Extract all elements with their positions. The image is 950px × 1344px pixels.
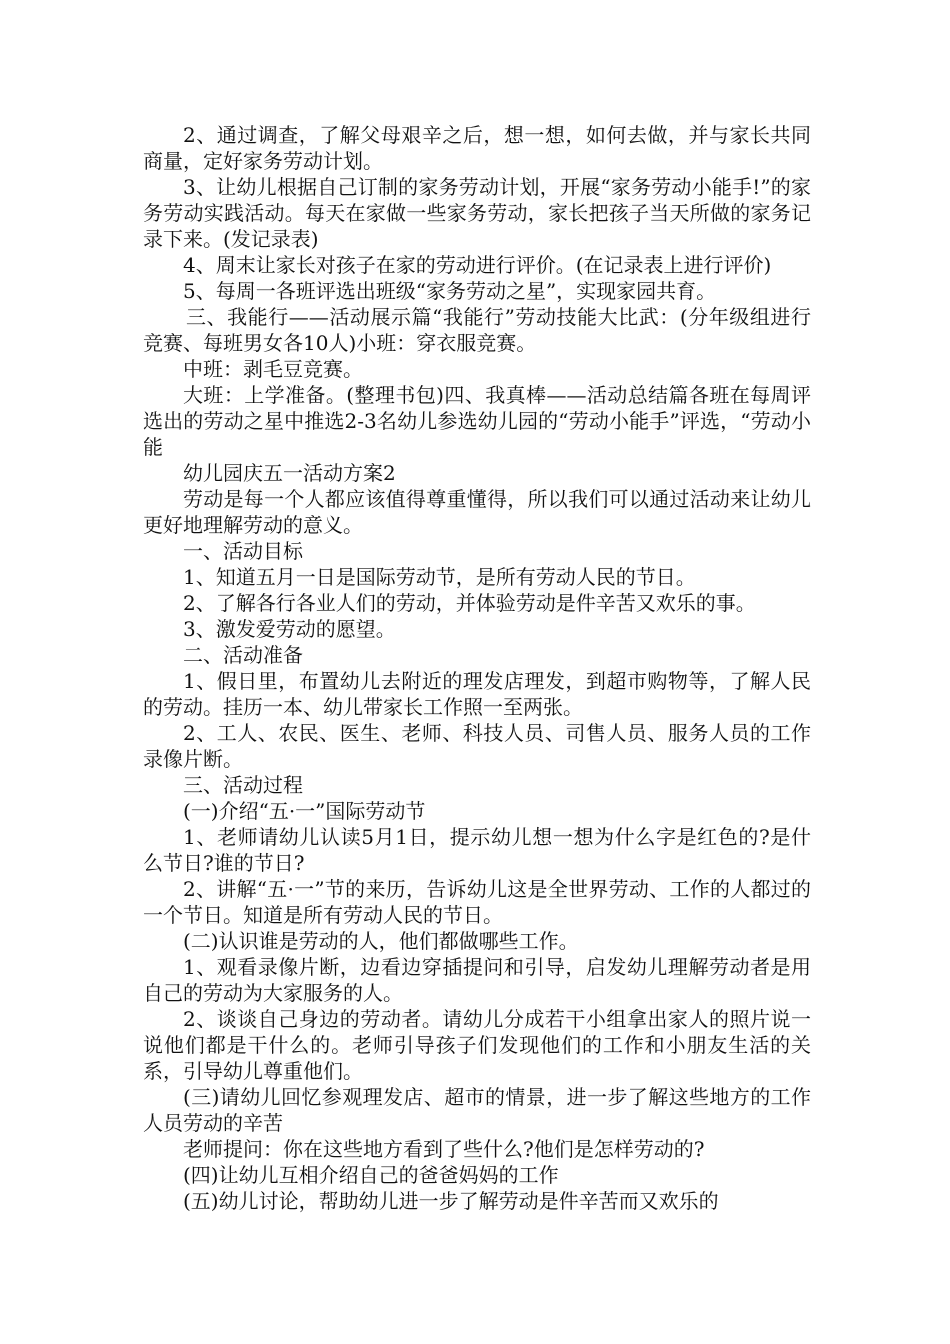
- paragraph: 5、每周一各班评选出班级“家务劳动之星”，实现家园共育。: [183, 279, 717, 303]
- paragraph: 中班：剥毛豆竞赛。: [183, 357, 363, 381]
- paragraph: 1、知道五月一日是国际劳动节，是所有劳动人民的节日。: [183, 565, 696, 589]
- document-body: [143, 122, 811, 1214]
- paragraph: 1、老师请幼儿认读5月1日，提示幼儿想一想为什么字是红色的?是什么节日?谁的节日?: [143, 825, 811, 875]
- subsection-heading: (一)介绍“五·一”国际劳动节: [183, 799, 426, 823]
- paragraph: 2、通过调查，了解父母艰辛之后，想一想，如何去做，并与家长共同商量，定好家务劳动计划。: [143, 123, 811, 173]
- paragraph: 4、周末让家长对孩子在家的劳动进行评价。(在记录表上进行评价): [183, 253, 772, 277]
- paragraph: 2、了解各行各业人们的劳动，并体验劳动是件辛苦又欢乐的事。: [183, 591, 756, 615]
- document-title: 幼儿园庆五一活动方案2: [183, 461, 396, 485]
- paragraph: 1、假日里，布置幼儿去附近的理发店理发，到超市购物等，了解人民的劳动。挂历一本、幼儿带家长工作照一至两张。: [143, 669, 811, 719]
- subsection-heading: (二)认识谁是劳动的人，他们都做哪些工作。: [183, 929, 579, 953]
- subsection-heading: (四)让幼儿互相介绍自己的爸爸妈妈的工作: [183, 1163, 559, 1187]
- paragraph: 2、讲解“五·一”节的来历，告诉幼儿这是全世界劳动、工作的人都过的一个节日。知道是所有劳动人民的节日。: [143, 877, 811, 927]
- paragraph: 劳动是每一个人都应该值得尊重懂得，所以我们可以通过活动来让幼儿更好地理解劳动的意义。: [143, 487, 811, 537]
- paragraph: 大班：上学准备。(整理书包)四、我真棒——活动总结篇各班在每周评选出的劳动之星中推选2-3名幼儿参选幼儿园的“劳动小能手”评选，“劳动小能: [143, 383, 811, 459]
- subsection-heading: (五)幼儿讨论，帮助幼儿进一步了解劳动是件辛苦而又欢乐的: [183, 1189, 719, 1213]
- paragraph: 老师提问：你在这些地方看到了些什么?他们是怎样劳动的?: [183, 1137, 705, 1161]
- section-heading: 一、活动目标: [183, 539, 303, 563]
- section-heading: 二、活动准备: [183, 643, 303, 667]
- paragraph: 2、谈谈自己身边的劳动者。请幼儿分成若干小组拿出家人的照片说一说他们都是干什么的。老师引导孩子们发现他们的工作和小朋友生活的关系，引导幼儿尊重他们。: [143, 1007, 811, 1083]
- section-heading: 三、我能行——活动展示篇“我能行”劳动技能大比武：(分年级组进行竞赛、每班男女各10人)小班：穿衣服竞赛。: [143, 305, 811, 355]
- subsection-heading: (三)请幼儿回忆参观理发店、超市的情景，进一步了解这些地方的工作人员劳动的辛苦: [143, 1085, 811, 1135]
- paragraph: 2、工人、农民、医生、老师、科技人员、司售人员、服务人员的工作录像片断。: [143, 721, 811, 771]
- paragraph: 3、激发爱劳动的愿望。: [183, 617, 396, 641]
- paragraph: 1、观看录像片断，边看边穿插提问和引导，启发幼儿理解劳动者是用自己的劳动为大家服务的人。: [143, 955, 811, 1005]
- section-heading: 三、活动过程: [183, 773, 303, 797]
- paragraph: 3、让幼儿根据自己订制的家务劳动计划，开展“家务劳动小能手!”的家务劳动实践活动。每天在家做一些家务劳动，家长把孩子当天所做的家务记录下来。(发记录表): [143, 175, 811, 251]
